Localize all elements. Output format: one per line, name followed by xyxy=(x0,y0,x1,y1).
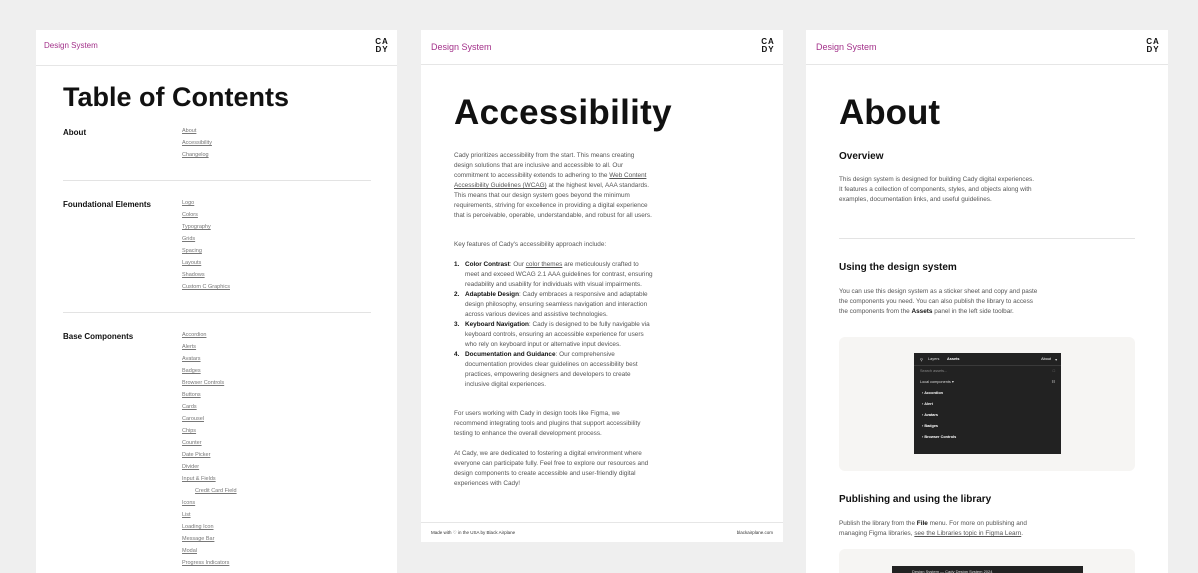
toc-link-list xyxy=(182,332,237,572)
toc-link[interactable]: Divider xyxy=(182,464,200,470)
toc-link[interactable]: Cards xyxy=(182,404,197,410)
logo-line: DY xyxy=(375,45,389,54)
assets-screenshot-card xyxy=(839,337,1135,471)
divider xyxy=(63,312,371,313)
color-themes-link[interactable]: color themes xyxy=(525,261,563,268)
toc-link[interactable]: Input & Fields xyxy=(182,476,216,482)
closing-paragraph: At Cady, we are dedicated to fostering a digital environment where everyone can participate fully. Feel free to explore our resources and design components to create accessible and user-friendly digital experiences with Cady! xyxy=(454,450,649,487)
toc-link[interactable]: Typography xyxy=(182,224,211,230)
using-heading: Using the design system xyxy=(839,262,957,273)
toc-link[interactable]: Spacing xyxy=(182,248,202,254)
cady-logo xyxy=(375,38,389,54)
brand-label[interactable]: Design System xyxy=(816,42,877,52)
features-intro: Key features of Cady's accessibility approach include: xyxy=(454,241,607,248)
feature-item xyxy=(454,320,654,350)
overview-heading: Overview xyxy=(839,151,884,162)
assets-bold: Assets xyxy=(911,308,933,315)
toc-link[interactable]: Grids xyxy=(182,236,196,242)
publishing-text-part: Publish the library from the xyxy=(839,520,917,527)
feature-number: 2. xyxy=(454,291,460,298)
toc-link[interactable]: Accessibility xyxy=(182,140,212,146)
feature-item xyxy=(454,260,654,290)
logo-line: DY xyxy=(761,45,775,54)
feature-text: : Cady embraces a responsive and adaptable design philosophy, ensuring seamless navigation and interaction across various devices and assistive technologies. xyxy=(465,291,648,318)
toc-link[interactable]: Chips xyxy=(182,428,197,434)
publishing-heading: Publishing and using the library xyxy=(839,494,992,505)
tab-assets: Assets xyxy=(947,357,960,361)
cady-logo xyxy=(761,38,775,54)
toc-link[interactable]: Avatars xyxy=(182,356,201,362)
divider xyxy=(63,180,371,181)
asset-item-label: Alert xyxy=(924,402,933,406)
logo-line: CA xyxy=(1146,37,1160,46)
using-text-part: You can use this design system as a sticker sheet and copy and paste the components you need. You can also publish the library to access the components from the xyxy=(839,288,1038,315)
toc-link[interactable]: Logo xyxy=(182,200,195,206)
screenshot-title: Design System — Cady Design System 2024 xyxy=(912,569,993,573)
publishing-screenshot-card xyxy=(839,549,1135,573)
feature-list xyxy=(454,260,654,390)
footer-website-link[interactable]: blackairplane.com xyxy=(736,530,773,535)
accessibility-page xyxy=(421,30,783,542)
panel-tabs xyxy=(914,353,1061,366)
feature-title: Adaptable Design xyxy=(465,291,519,298)
feature-number: 3. xyxy=(454,321,460,328)
toc-link-list xyxy=(182,200,230,296)
feature-title: Color Contrast xyxy=(465,261,510,268)
asset-item: › Badges xyxy=(922,424,939,428)
toc-section-name: About xyxy=(63,128,87,137)
toc-link[interactable]: Layouts xyxy=(182,260,202,266)
toc-section-name: Base Components xyxy=(63,332,134,341)
toc-section-name: Foundational Elements xyxy=(63,200,152,209)
toc-link[interactable]: Icons xyxy=(182,500,196,506)
toc-page xyxy=(36,30,397,573)
page-header xyxy=(806,30,1168,65)
feature-text: : Our xyxy=(509,261,526,268)
toc-link[interactable]: Buttons xyxy=(182,392,201,398)
about-page xyxy=(806,30,1168,573)
page-select: About xyxy=(1041,357,1051,361)
intro-paragraph xyxy=(454,151,652,221)
feature-title: Documentation and Guidance xyxy=(465,351,556,358)
toc-link[interactable]: Shadows xyxy=(182,272,205,278)
logo-line: DY xyxy=(1146,45,1160,54)
asset-item-label: Browser Controls xyxy=(924,435,957,439)
book-icon: □ xyxy=(1052,369,1055,373)
search-placeholder: Search assets... xyxy=(920,369,948,373)
asset-item-label: Badges xyxy=(924,424,939,428)
publishing-text-part: . xyxy=(1021,530,1024,537)
toc-link[interactable]: Counter xyxy=(182,440,202,446)
toc-link[interactable]: List xyxy=(182,512,191,518)
intro-text: at the highest level, AAA standards. This means that our design system goes beyond the minimum requirements, striving for excellence in providing a digital experience that is perceivable, operable, understandable, and robust for all users. xyxy=(454,182,652,219)
chevron-down-icon: ▾ xyxy=(1055,358,1057,362)
toc-link[interactable]: Modal xyxy=(182,548,197,554)
toc-link[interactable]: Credit Card Field xyxy=(195,488,237,494)
toc-link[interactable]: Accordion xyxy=(182,332,207,338)
toc-link[interactable]: Progress Indicators xyxy=(182,560,230,566)
assets-panel-screenshot xyxy=(914,353,1061,454)
tab-layers: Layers xyxy=(928,357,940,361)
toc-link[interactable]: Badges xyxy=(182,368,201,374)
toc-link[interactable]: Custom C Graphics xyxy=(182,284,230,290)
feature-title: Keyboard Navigation xyxy=(465,321,529,328)
feature-text: are meticulously crafted to meet and exceed WCAG 2.1 AAA guidelines for contrast, ensuring readability and usability for individuals with visual impairments. xyxy=(465,261,653,288)
toc-link[interactable]: Loading Icon xyxy=(182,524,214,530)
intro-text: Cady prioritizes accessibility from the start. This means creating design solutions that are inclusive and accessible to all. Our commitment to accessibility extends to adhering to the xyxy=(454,152,635,179)
asset-item: › Alert xyxy=(922,402,933,406)
feature-text: : Cady is designed to be fully navigable via keyboard controls, ensuring an accessible experience for users who rely on keyboard input or alternative input devices. xyxy=(465,321,650,348)
overview-text: This design system is designed for building Cady digital experiences. It features a collection of components, styles, and objects along with examples, documentation links, and useful guidelines. xyxy=(839,176,1035,203)
logo-line: CA xyxy=(375,37,389,46)
page-footer xyxy=(421,522,783,542)
search-icon: ⚲ xyxy=(920,358,923,362)
publishing-text xyxy=(839,519,1044,539)
toc-link[interactable]: Date Picker xyxy=(182,452,211,458)
toc-link-list xyxy=(182,128,212,164)
logo-line: CA xyxy=(761,37,775,46)
toc-link[interactable]: About xyxy=(182,128,197,134)
publishing-screenshot xyxy=(892,566,1083,573)
toc-link[interactable]: Colors xyxy=(182,212,198,218)
page-header xyxy=(36,30,397,66)
asset-item: › Accordion xyxy=(922,391,943,395)
toc-link[interactable]: Alerts xyxy=(182,344,197,350)
page-title: Table of Contents xyxy=(63,82,289,112)
using-text xyxy=(839,287,1039,317)
toc-link[interactable]: Changelog xyxy=(182,152,209,158)
asset-item: › Avatars xyxy=(922,413,938,417)
assets-search xyxy=(914,366,1061,377)
page-title: Accessibility xyxy=(454,93,672,132)
footer-credit: Made with ♡ in the USA by Black Airplane xyxy=(431,530,516,535)
asset-item: › Browser Controls xyxy=(922,435,957,439)
asset-item-label: Accordion xyxy=(924,391,943,395)
chevron-down-icon: ▾ xyxy=(951,380,954,384)
toc-link[interactable]: Message Bar xyxy=(182,536,215,542)
asset-item-label: Avatars xyxy=(924,413,938,417)
page-title: About xyxy=(839,93,941,132)
feature-item xyxy=(454,350,654,390)
feature-text: : Our comprehensive documentation provides clear guidelines on accessibility best practices, empowering designers and developers to create inclusive digital experiences. xyxy=(465,351,638,388)
toc-link[interactable]: Browser Controls xyxy=(182,380,225,386)
page-header xyxy=(421,30,783,65)
brand-label[interactable]: Design System xyxy=(44,41,98,50)
group-label: Local components xyxy=(920,380,951,384)
brand-label[interactable]: Design System xyxy=(431,42,492,52)
wcag-link[interactable]: Web Content Accessibility Guidelines (WCAG) xyxy=(454,172,647,189)
using-text-part: panel in the left side toolbar. xyxy=(932,308,1014,315)
assets-group xyxy=(914,377,1061,388)
figma-paragraph: For users working with Cady in design tools like Figma, we recommend integrating tools and plugins that support accessibility testing to enhance the overall development process. xyxy=(454,410,641,437)
publishing-text-part: menu. For more on publishing and managing Figma libraries, xyxy=(839,520,1027,537)
toc-link[interactable]: Carousel xyxy=(182,416,205,422)
divider xyxy=(839,238,1135,239)
feature-number: 1. xyxy=(454,261,460,268)
cady-logo xyxy=(1146,38,1160,54)
feature-item xyxy=(454,290,654,320)
feature-number: 4. xyxy=(454,351,460,358)
grid-icon: ☷ xyxy=(1051,380,1055,384)
file-bold: File xyxy=(916,520,928,527)
figma-learn-link[interactable]: see the Libraries topic in Figma Learn xyxy=(914,530,1022,537)
